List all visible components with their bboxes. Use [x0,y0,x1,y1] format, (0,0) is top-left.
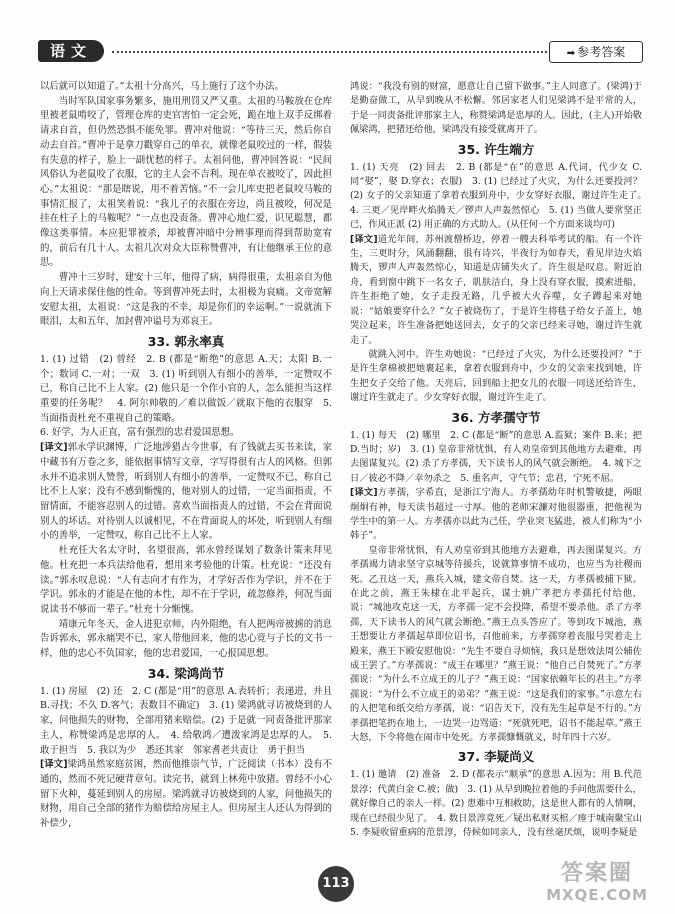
intro-paragraph: 鸿说：“我没有别的财富，愿意让自己留下做事。”主人同意了。(梁鸿)于是勤奋做工，从早到晚从不松懈。邻居家老人们见梁鸿不是平常的人，于是一同责备批评那家主人，称赞梁鸿是忠厚的人。因此，(主人)开始敬佩梁鸿，把猪还给他，梁鸿没有接受就离开了。 [350,81,642,136]
answer-item: 1. (1) 邀请 (2) 准备 2. D (都表示“顺承”的意思 A.因为；用 B.代范景淳；代黄白金 C.被；做) 3. (1) 从早到晚拉着他的手问他需要什么，就好像自己的亲人一样。(2) 患难中互相救助，这是世人都有的人情啊，现在已经很少见了。 4. 数日景淳竟死／疑出私财买棺／瘗于城南聚宝山 5. 李疑收留重病的范景淳，侍候如同亲人，没有丝毫厌烦，说明李疑是 [350,769,652,839]
translation-text: 方孝孺，字希直，是浙江宁海人。方孝孺幼年时机警敏捷，两眼炯炯有神，每天读书超过一寸厚。他的老师宋濂对他很器重，把他视为学生中的第一人。方孝孺亦以此为己任，学业突飞猛进，被人们称为“小韩子”。 [350,487,642,542]
subject-tab: 语文 [38,40,104,62]
answer-item: 1. (1) 过错 (2) 曾经 2. B (都是“断绝”的意思 A.天；太阳 B.一个；数词 C.一对；一双 3. (1) 听到别人有细小的善举，一定赞叹不已，称自己比不上人家。(2) 他只是一个作小官的人，怎么能担当这样重要的任务呢？ 4. 阿尔帅敬的／难以做饭／就取下他的衣服穿 5. 当面指责杜充不重视自己的策略。 [40,353,332,424]
translation-paragraph: 杜充任大名太守时，名望很高，郭永曾经谋划了数条计策来拜见他。杜充把一本兵法给他看，想用来考验他的计策。杜充说：“还没有读。”郭永叹息说：“人有志向才有作为，才学好否作为学识，并不在于学识。郭永的才能是在他的本性，却不在于学识，疏忽修养，何况当面说读书不够而一辈子。”杜充十分惭愧。 [40,545,332,615]
intro-paragraph: 当时军队国家事务繁多，施用刑罚又严又重。太祖的马鞍放在仓库里被老鼠啃咬了，管理仓库的吏官害怕一定会死，跪在地上双手反绑着请求自首，但仍然恐惧不能免罪。曹冲对他说：“等待三天，然后你自动去自首。”曹冲于是拿刀戳穿自己的单衣，就像老鼠咬过的一样，假装有失意的样子，脸上一副忧愁的样子。太祖问他，曹冲回答说：“民间风俗认为老鼠咬了衣服，它的主人会不吉利。现在单衣被咬了，因此担心。”太祖说：“那是瞎说，用不着苦恼。”不一会儿库吏把老鼠咬马鞍的事情汇报了，太祖笑着说：“我儿子的衣服在旁边，尚且被咬，何况是挂在柱子上的马鞍呢？”一点也没责备。曹冲心地仁爱，识见聪慧，都像这类事情。本应犯罪被杀，却被曹冲暗中分辨事理而得到帮助宽宥的，前后有几十人。太祖几次对众大臣称赞曹冲，有让他继承王位的意思。 [40,95,332,269]
section-title: 35. 许生端方 [457,141,535,157]
page-header [38,38,643,66]
answer-item: 1. (1) 天亮 (2) 回去 2. B (都是“在”的意思 A.代词，代少女 C.同“娶”，娶 D.穿衣；衣服) 3. (1) 已经过了火灾，为什么还要投河？(2) 女子的父亲知道了拿着衣服到舟中，少女穿好衣服，谢过许生走了。 4. 三更／见岸畔火焰腾天／锣声人声轰然惊心 5. (1) 当做人要常坚正已，作风正派 (2) 用正确的方式助人。(从任何一个方面来谈均可) [350,161,652,231]
watermark-text: 答案圈 [560,861,633,886]
section-title: 34. 梁鸿尚节 [147,665,225,681]
right-column [350,80,652,841]
translation-paragraph [350,486,642,544]
answer-item: 1. (1) 每天 (2) 哪里 2. C (都是“断”的意思 A.监狱；案件 B.来；把 D.当时；岁) 3. (1) 皇帝非常忧惧，有人劝皇帝到其他地方去避难，再去图谋复兴。(2) 杀了方孝孺，天下读书人的风气就会断绝。 4. 城下之日／彼必不降／幸勿杀之 5. 重名声，守气节；忠君，宁死不屈。 [350,429,642,484]
translation-paragraph [40,758,332,832]
translation-paragraph: 靖康元年冬天，金人进犯京师，内外阻绝，有人把两帝被掳的消息告诉郭永，郭永痛哭不已，家人带他回来，他的忠心竟与子长的文书一样，他的忠心不负国家，他的忠君爱国，一心报国思想。 [40,618,332,660]
left-column [40,80,332,832]
arrow-right-icon: ➡ [566,48,576,59]
translation-paragraph: 就跳入河中。许生劝她说：“已经过了火灾，为什么还要投河？”于是许生拿棉被把她裹起来，拿着衣服到舟中，少女的父亲来找到她，许生把女子交给了他。天亮后，回到船上把女儿的衣服一同送还给许生，谢过许生就走了。少女穿好衣服，谢过许生走了。 [350,348,642,404]
section-title: 37. 李疑尚义 [457,749,535,765]
header-dotted-line [112,51,547,53]
answer-item: 1. (1) 房屋 (2) 还 2. C (都是“用”的意思 A.表转折；表递进，并且 B.寻找；不久 D.客气；表数目不确定) 3. (1) 梁鸿就寻访被烧到的人家，问他损失的财物，全部用猪来赔偿。(2) 于是就一同责备批评那家主人，称赞梁鸿是忠厚的人。 4. 给敬鸿／遭泼家鸿是忠厚的人。 5. 敢于担当 5. 我以为少 悉还其家 邻家耆老共责让 勇于担当 [40,685,332,756]
translation-label: [译文] [350,233,378,245]
watermark-logo [532,862,662,908]
section-title: 33. 郭永率真 [147,333,225,349]
translation-text: 道光年间，苏州渡僧桥边，停着一艘去科举考试的船。有一个许生，三更时分，风涌翻翻，很有诗兴，半夜行为如春天，看见岸边火焰腾天，锣声人声轰然惊心，知道是店铺失火了。许生很是叹息。附近泊舟，看到窗中跳下一名女子，肌肤洁白，身上没有穿衣服，摸索进船，许生拒绝了她，女子走投无路，几乎被大火吞噬，女子蹲起来对她说：“姑娘要穿什么？”女子被烧伤了，于是许生将毯子给女子盖上，她哭泣起来，许生准备把她送回去，女子的父亲已经来寻她，谢过许生就走了。 [350,233,642,346]
translation-text: 梁鸿虽然家庭贫困，然而他推崇气节，广泛阅读（书本）没有不通的，然而不死记硬背章句。读完书，就到上林苑中放猪。曾经不小心留下火种，蔓延到别人的房屋。梁鸿就寻访被烧到的人家，问他损失的财物，用自己全部的猪作为赔偿给房屋主人。但房屋主人还认为得到的补偿少， [40,759,332,830]
answer-key-tab [549,41,643,63]
intro-paragraph: 曹冲十三岁时，建安十三年，他得了病，病得很重，太祖亲自为他向上天请求保住他的性命。等到曹冲死去时，太祖极为哀痛。文帝宽解安慰太祖，太祖说：“这是我的不幸，却是你们的幸运啊。”一说就流下眼泪，太和五年，加封曹冲谥号为邓哀王。 [40,272,332,328]
watermark-url: MXQE.COM [546,886,648,904]
translation-paragraph: 皇帝非常忧惧，有人劝皇帝到其他地方去避难，再去图谋复兴。方孝孺竭力请求坚守京城等待援兵，说就算事情不成功，也应当为社稷而死。乙丑这一天，燕兵入城，建文帝自焚。这一天，方孝孺被捕下狱。在此之前，燕王朱棣在北平起兵，谋士姚广孝把方孝孺托付给他，说：“城池攻克这一天，方孝孺一定不会投降，希望不要杀他。杀了方孝孺，天下读书人的风气就会断绝。”燕王点头答应了。等到攻下城池，燕王想要让方孝孺起草即位诏书，召他前来，方孝孺穿着丧服号哭着走上殿来，燕王下殿安慰他说：“先生不要自寻烦恼，我只是想效法周公辅佐成王罢了。”方孝孺说：“成王在哪里？”燕王说：“他自己自焚死了。”方孝孺说：“为什么不立成王的儿子？”燕王说：“国家依赖年长的君主。”方孝孺说：“为什么不立成王的弟弟？”燕王说：“这是我们的家事。”示意左右的人把笔和纸交给方孝孺，说：“诏告天下，没有先生起草是不行的。”方孝孺把笔扔在地上，一边哭一边骂道：“死就死吧，诏书不能起草。”燕王大怒，下令将他在闹市中处死。方孝孺慷慨就义，时年四十六岁。 [350,544,642,744]
translation-label: [译文] [40,442,68,454]
translation-paragraph [40,441,332,544]
translation-label: [译文] [40,759,68,771]
translation-label: [译文] [350,487,378,499]
intro-paragraph: 以后就可以知道了。”太祖十分高兴，马上施行了这个办法。 [40,81,284,92]
answer-item: 6. 好学，为人正直，富有强烈的忠君爱国思想。 [40,427,240,439]
translation-text: 郭永学识渊博，广泛地涉猎古今世事，有了钱就去买书来读，家中藏书有万卷之多，能依据事情写文章，字写得很有古人的风格。但郭永并不追求别人赞誉，听到别人有细小的善举，一定赞叹不已，称自己比不上人家；没有不感到惭愧的，他对别人的过错，一定当面指责，不留情面，不能容忍别人的过错。喜欢当面指责人的过错，不会在背面说别人的坏话。对待别人以诚相见，不在背面说人的坏处，听到别人有细小的善举，一定赞叹，称自己比不上人家。 [40,442,332,542]
section-title: 36. 方孝孺守节 [451,409,541,425]
page-number: 113 [318,866,354,902]
translation-paragraph [350,233,642,348]
answer-key-label: 参考答案 [577,45,626,59]
